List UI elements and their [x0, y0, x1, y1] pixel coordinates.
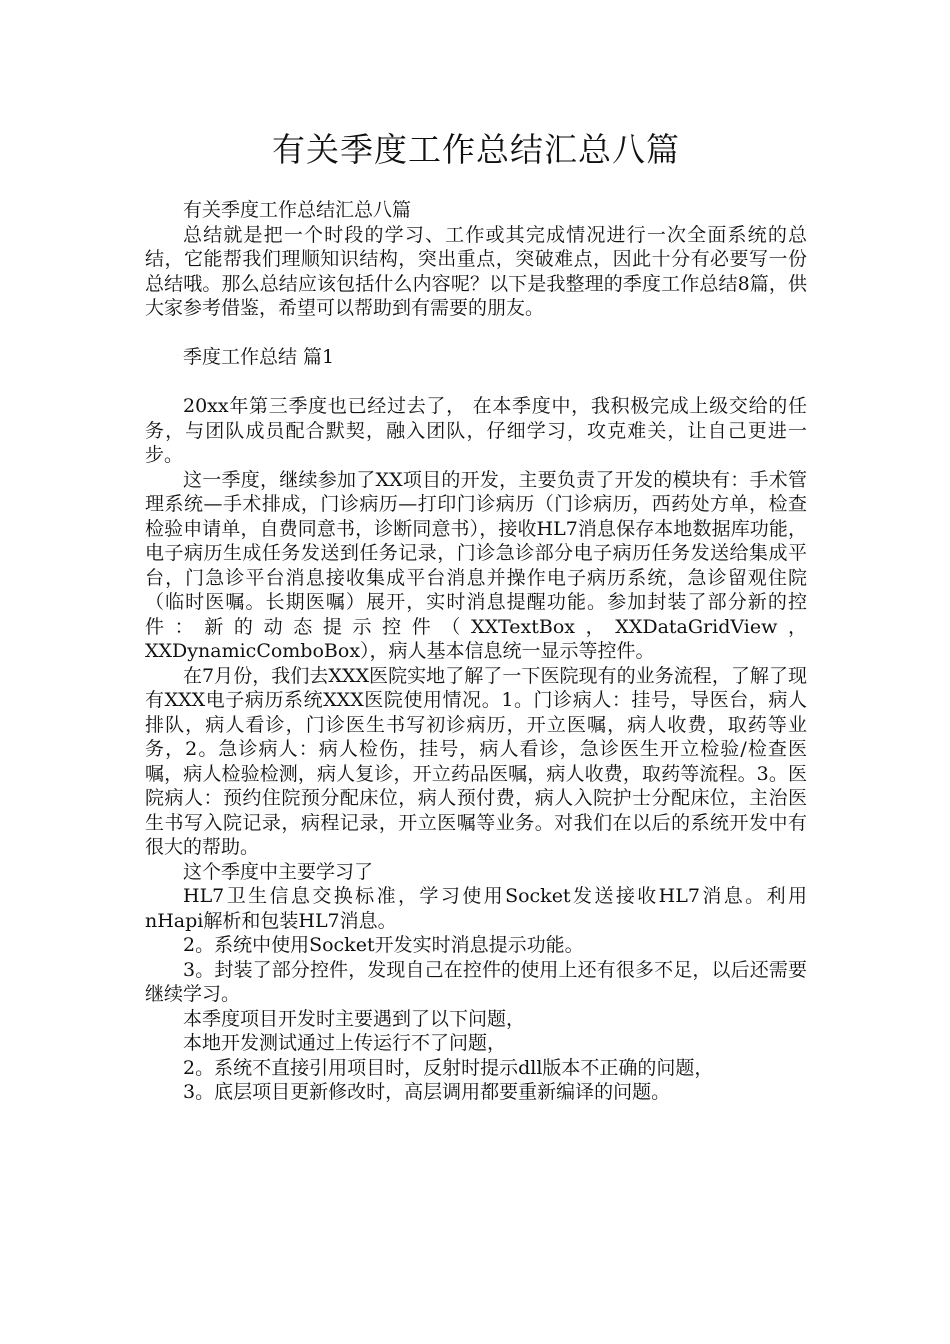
paragraph: 本地开发测试通过上传运行不了问题，: [183, 1032, 507, 1054]
paragraph: 2。系统不直接引用项目时，反射时提示dll版本不正确的问题，: [183, 1056, 714, 1079]
paragraph: 这个季度中主要学习了: [183, 860, 374, 883]
paragraph-intro: 总结就是把一个时段的学习、工作或其完成情况进行一次全面系统的总结，它能帮我们理顺知识结构，突出重点，突破难点，因此十分有必要写一份总结哦。那么总结应该包括什么内容呢？以下是我整理的季度工作总结8篇，供大家参考借鉴，希望可以帮助到有需要的朋友。: [145, 223, 807, 319]
document-body: [145, 198, 807, 1105]
paragraph: 3。底层项目更新修改时，高层调用都要重新编译的问题。: [183, 1081, 671, 1103]
paragraph: 本季度项目开发时主要遇到了以下问题，: [183, 1007, 526, 1030]
paragraph-subtitle: 有关季度工作总结汇总八篇: [183, 199, 412, 221]
paragraph: HL7卫生信息交换标准，学习使用Socket发送接收HL7消息。利用nHapi解析和包装HL7消息。: [145, 885, 807, 932]
paragraph: 这一季度，继续参加了XX项目的开发，主要负责了开发的模块有：手术管理系统—手术排成，门诊病历—打印门诊病历（门诊病历，西药处方单，检查检验申请单，自费同意书，诊断同意书），接收HL7消息保存本地数据库功能，电子病历生成任务发送到任务记录，门诊急诊部分电子病历任务发送给集成平台，门急诊平台消息接收集成平台消息并操作电子病历系统，急诊留观住院（临时医嘱。长期医嘱）展开，实时消息提醒功能。参加封装了部分新的控件：新的动态提示控件（XXTextBox，XXDataGridView，XXDynamicComboBox），病人基本信息统一显示等控件。: [145, 468, 807, 662]
paragraph: 在7月份，我们去XXX医院实地了解了一下医院现有的业务流程，了解了现有XXX电子病历系统XXX医院使用情况。1。门诊病人：挂号，导医台，病人排队，病人看诊，门诊医生书写初诊病历，开立医嘱，病人收费，取药等业务，2。急诊病人：病人检伤，挂号，病人看诊，急诊医生开立检验/检查医嘱，病人检验检测，病人复诊，开立药品医嘱，病人收费，取药等流程。3。医院病人：预约住院预分配床位，病人预付费，病人入院护士分配床位，主治医生书写入院记录，病程记录，开立医嘱等业务。对我们在以后的系统开发中有很大的帮助。: [145, 664, 807, 858]
paragraph: 20xx年第三季度也已经过去了， 在本季度中，我积极完成上级交给的任务，与团队成员配合默契，融入团队，仔细学习，攻克难关，让自己更进一步。: [145, 395, 807, 466]
section-heading: 季度工作总结 篇1: [183, 346, 335, 368]
paragraph: 2。系统中使用Socket开发实时消息提示功能。: [183, 934, 584, 956]
document-page: [145, 128, 807, 1105]
paragraph: 3。封装了部分控件，发现自己在控件的使用上还有很多不足，以后还需要继续学习。: [145, 958, 807, 1005]
document-title: 有关季度工作总结汇总八篇: [272, 130, 680, 169]
